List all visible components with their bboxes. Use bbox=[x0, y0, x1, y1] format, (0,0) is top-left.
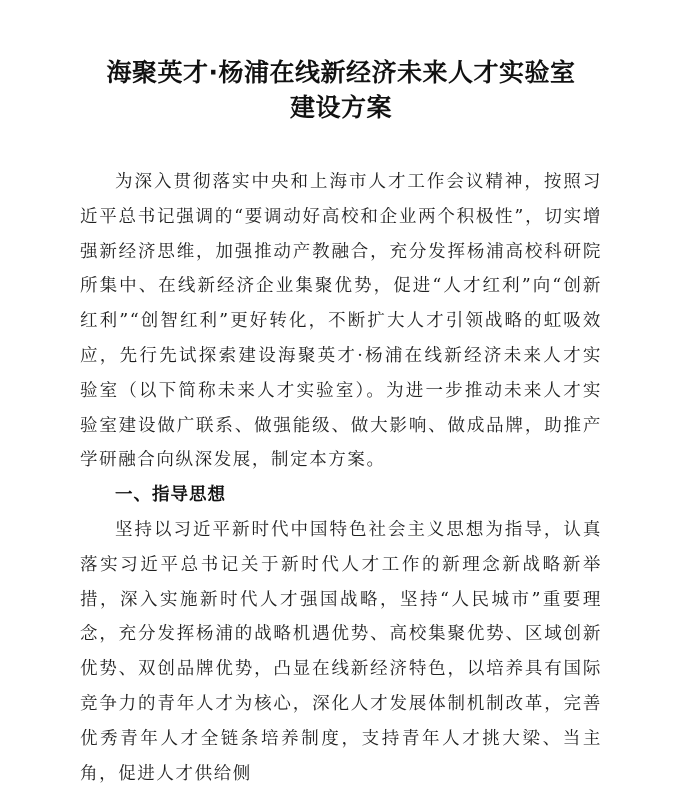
section-heading-guiding-ideology: 一、指导思想 bbox=[115, 485, 226, 506]
document-title-line-1: 海聚英才·杨浦在线新经济未来人才实验室 bbox=[106, 58, 576, 87]
document-title bbox=[80, 55, 602, 125]
guiding-ideology-paragraph: 坚持以习近平新时代中国特色社会主义思想为指导，认真落实习近平总书记关于新时代人才工作的新理念新战略新举措，深入实施新时代人才强国战略，坚持“人民城市”重要理念，充分发挥杨浦的战略机遇优势、高校集聚优势、区域创新优势、双创品牌优势，凸显在线新经济特色，以培养具有国际竞争力的青年人才为核心，深化人才发展体制机制改革，完善优秀青年人才全链条培养制度，支持青年人才挑大梁、当主角，促进人才供给侧 bbox=[80, 519, 602, 784]
intro-paragraph: 为深入贯彻落实中央和上海市人才工作会议精神，按照习近平总书记强调的“要调动好高校和企业两个积极性”，切实增强新经济思维，加强推动产教融合，充分发挥杨浦高校科研院所集中、在线新经济企业集聚优势，促进“人才红利”向“创新红利”“创智红利”更好转化，不断扩大人才引领战略的虹吸效应，先行先试探索建设海聚英才·杨浦在线新经济未来人才实验室（以下简称未来人才实验室）。为进一步推动未来人才实验室建设做广联系、做强能级、做大影响、做成品牌，助推产学研融合向纵深发展，制定本方案。 bbox=[80, 172, 602, 471]
document-title-line-2: 建设方案 bbox=[289, 93, 392, 122]
document-body bbox=[80, 165, 602, 791]
